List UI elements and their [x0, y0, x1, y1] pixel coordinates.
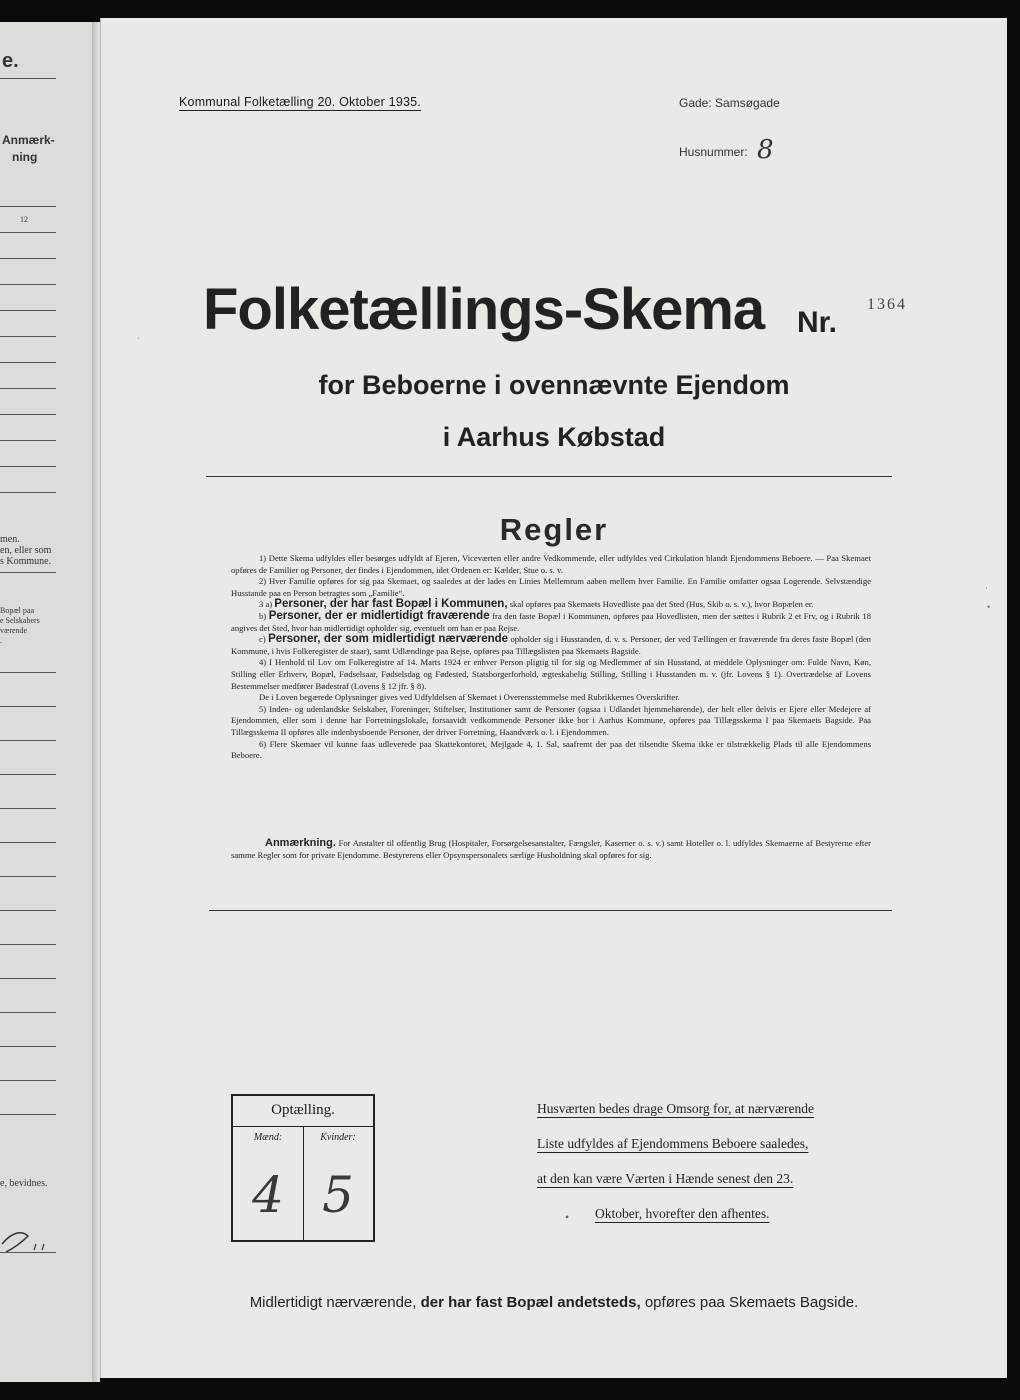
left-page-text: Bopæl paa — [0, 606, 34, 615]
ink-dot-icon: • — [565, 1210, 570, 1224]
divider — [0, 944, 56, 945]
house-number-label: Husnummer: — [679, 145, 748, 159]
form-title: Folketællings-Skema — [203, 277, 765, 342]
notice-line-1: Husværten bedes drage Omsorg for, at nærværende — [537, 1101, 815, 1116]
census-form-page — [100, 18, 1007, 1378]
left-page-anmaerk-2: ning — [12, 150, 38, 164]
form-subtitle: for Beboerne i ovennævnte Ejendom — [318, 370, 790, 400]
left-page-letter: e. — [2, 50, 19, 72]
street-label: Gade: — [679, 96, 712, 110]
form-subtitle-city: i Aarhus Købstad — [442, 422, 666, 452]
divider — [209, 910, 892, 911]
women-label: Kvinder: — [320, 1132, 356, 1143]
divider — [0, 876, 56, 877]
divider — [0, 258, 56, 259]
stray-mark-icon: · — [985, 583, 988, 593]
rule-5: 5) Inden- og udenlandske Selskaber, Foreninger, Stiftelser, Institutioner samt de Personer (ogsaa i Udlandet hjemmehørende), der helt eller delvis er Ejere eller Medejere af Ejendommen, eller som i denne har Forretningslokale, forsaavidt vedkommende Personer ikke bor i Aarhus Kommune, opføres paa Tillægsskema I paa Skemaets Bagside. Paa Tillægsskema II opføres alle indenbysboende Personer, der driver Forretning, Haandværk o. l. i Ejendommen. — [231, 703, 871, 737]
notice-line-2: Liste udfyldes af Ejendommens Beboere saaledes, — [537, 1136, 809, 1151]
rule-4b: De i Loven begærede Oplysninger gives ved Udfyldelsen af Skemaet i Overensstemmelse med Rubrikkernes Overskrifter. — [259, 692, 680, 703]
divider — [0, 774, 56, 775]
remark-section — [231, 838, 871, 861]
divider — [0, 336, 56, 337]
divider — [0, 466, 56, 467]
divider — [0, 1252, 56, 1253]
divider — [0, 672, 56, 673]
divider — [0, 740, 56, 741]
divider — [0, 78, 56, 79]
rules-heading: Regler — [499, 512, 609, 547]
left-page-text: en, eller som — [0, 545, 52, 556]
street-field — [679, 96, 780, 110]
divider — [0, 1114, 56, 1115]
divider — [0, 206, 56, 207]
rule-1: 1) Dette Skema udfyldes eller besørges udfyldt af Ejeren, Viceværten eller andre Vedkommende, eller udfyldes ved Cirkulation blandt Ejendommens Beboere. — Paa Skemaet opføres de Familier og Personer, der findes i Ejendommen, idet Ordenen er: Kælder, Stue o. s. v. — [231, 553, 871, 575]
divider — [206, 476, 892, 477]
remark-text: For Anstalter til offentlig Brug (Hospitaler, Forsørgelsesanstalter, Fængsler, Kaserner o. s. v.) samt Hoteller o. l. udfyldes Skemaerne af Bestyrerne efter samme Regler som for private Ejendomme. Bestyrerens eller Opsynspersonalets særlige Husholdning skal opføres for sig. — [231, 838, 871, 860]
rule-3a: 3 a) Personer, der har fast Bopæl i Kommunen, skal opføres paa Skemaets Hovedliste paa det Sted (Hus, Skib o. s. v.), hvor Bopælen er. — [259, 598, 814, 611]
signature-fragment-icon — [0, 1222, 60, 1262]
street-value: Samsøgade — [715, 96, 780, 110]
notice-line-3: at den kan være Værten i Hænde senest den 23. — [537, 1171, 794, 1186]
women-count: 5 — [322, 1166, 354, 1224]
divider — [0, 310, 56, 311]
left-page-text: e Selskabers — [0, 616, 40, 625]
notice-line-4: Oktober, hvorefter den afhentes. — [595, 1206, 770, 1221]
count-box-title: Optælling. — [271, 1102, 335, 1118]
left-page-text: s Kommune. — [0, 556, 52, 567]
divider — [0, 808, 56, 809]
form-number-label: Nr. — [797, 306, 838, 339]
left-page-col-num: 12 — [20, 215, 28, 224]
divider — [0, 492, 56, 493]
stray-mark-icon: • — [987, 602, 991, 612]
left-page-text: men. — [0, 534, 20, 545]
divider — [0, 1012, 56, 1013]
rules-text — [231, 553, 871, 762]
left-page-anmaerk-1: Anmærk- — [2, 133, 55, 147]
house-number-field — [679, 133, 774, 165]
divider — [0, 440, 56, 441]
men-label: Mænd: — [253, 1132, 283, 1143]
census-header-line: Kommunal Folketælling 20. Oktober 1935. — [179, 95, 421, 109]
rule-4: 4) I Henhold til Lov om Folkeregistre af 14. Marts 1924 er enhver Person pligtig til for sig og Medlemmer af sin Husstand, at meddele Oplysninger om: Fulde Navn, Køn, Stilling eller Erhverv, Bopæl, Fødselsaar, Fødselsdag og Fødested, Statsborgerforhold, ægteskabelig Stilling, Stilling i Husstanden m. v. (jfr. Lovens § 1). Overtrædelse af Lovens Bestemmelser medfører Bødestraf (Lovens § 12 jfr. § 8). — [231, 657, 871, 691]
rule-3b: b) Personer, der er midlertidigt fraværende fra den faste Bopæl i Kommunen, opføres paa Hovedlisten, men der sættes i Rubrik 2 et Frv, og i Rubrik 18 angives det Sted, hvor han midlertidigt opholder sig, eventuelt om han er paa Rejse. — [231, 609, 871, 633]
divider — [0, 388, 56, 389]
divider — [0, 978, 56, 979]
divider — [0, 572, 56, 573]
rule-3c: c) Personer, der som midlertidigt nærværende opholder sig i Husstanden, d. v. s. Personer, der ved Tællingen er fraværende fra deres faste Bopæl (den Kommune, i hvis Folkeregister de staar), samt Udlændinge paa Rejse, opføres paa Tillægslisten paa Skemaets Bagside. — [231, 633, 871, 656]
form-number-stamp: 1364 — [867, 296, 907, 313]
left-page-fragment — [0, 22, 93, 1382]
rule-6: 6) Flere Skemaer vil kunne faas udleverede paa Skattekontoret, Mejlgade 4, 1. Sal, saafremt der paa det tilsendte Skema ikke er tilstrækkelig Plads til alle Ejendommens Beboere. — [231, 738, 871, 761]
men-count: 4 — [252, 1166, 284, 1224]
divider — [0, 706, 56, 707]
left-page-bevidnes: e, bevidnes. — [0, 1178, 48, 1189]
divider — [0, 842, 56, 843]
divider — [0, 284, 56, 285]
house-number-value: 8 — [757, 135, 774, 165]
book-spine — [92, 22, 100, 1382]
divider — [0, 362, 56, 363]
divider — [0, 232, 56, 233]
left-page-text: værende — [0, 626, 28, 635]
count-box — [231, 1094, 375, 1242]
rule-2: 2) Hver Familie opføres for sig paa Skemaet, og saaledes at der lades en Linies Mellemrum aaben mellem hver Familie. En Familie omfatter ogsaa Logerende. Selvstændige Husstande paa en Person betragtes som „Familie“. — [231, 576, 871, 598]
divider — [0, 1080, 56, 1081]
divider — [0, 1046, 56, 1047]
divider — [0, 910, 56, 911]
remark-label: Anmærkning. — [265, 837, 336, 849]
stray-mark-icon: ʾ — [137, 336, 140, 346]
left-page-text: . — [0, 636, 2, 645]
divider — [0, 414, 56, 415]
footer-note: Midlertidigt nærværende, der har fast Bopæl andetsteds, opføres paa Skemaets Bagside. — [249, 1294, 859, 1311]
